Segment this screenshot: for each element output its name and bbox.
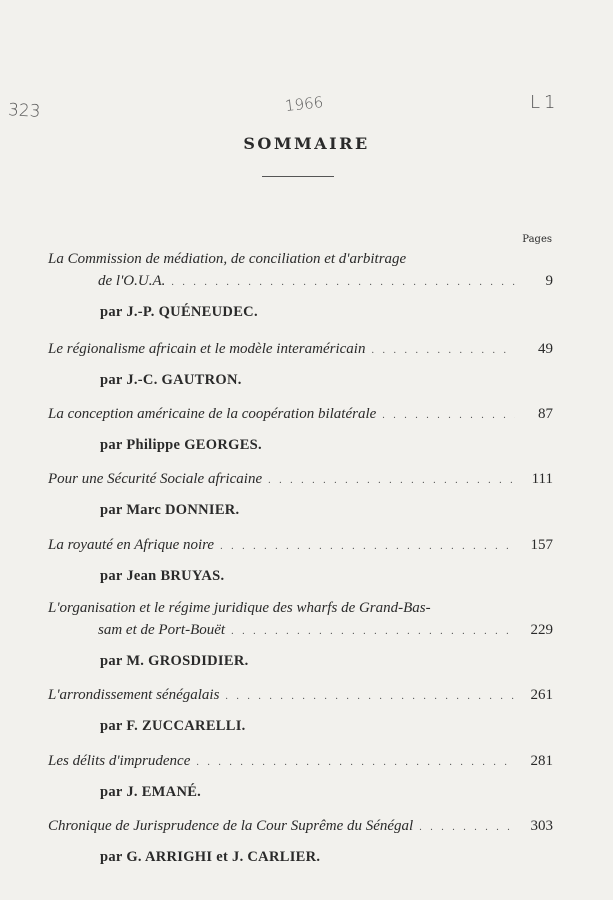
title-divider bbox=[262, 176, 334, 177]
leader-dots bbox=[171, 272, 515, 294]
toc-entry bbox=[48, 750, 553, 801]
toc-title-continued: de l'O.U.A. bbox=[98, 273, 166, 289]
toc-page-number: 229 bbox=[530, 622, 553, 638]
leader-dots bbox=[371, 340, 515, 362]
toc-title-line bbox=[48, 338, 553, 362]
toc-author: par Philippe GEORGES. bbox=[100, 437, 262, 453]
toc-title-line bbox=[48, 750, 553, 774]
toc-title: Le régionalisme africain et le modèle interaméricain bbox=[48, 341, 366, 357]
leader-dots bbox=[225, 686, 515, 708]
toc-title: Pour une Sécurité Sociale africaine bbox=[48, 471, 263, 487]
toc-title: Les délits d'imprudence bbox=[48, 753, 191, 769]
toc-title-line bbox=[48, 534, 553, 558]
toc-entry bbox=[48, 597, 553, 670]
toc-title-line bbox=[48, 468, 553, 492]
leader-dots bbox=[196, 752, 515, 774]
toc-page-number: 281 bbox=[530, 753, 553, 769]
toc-author: par M. GROSDIDIER. bbox=[100, 653, 249, 669]
toc-author: par J. EMANÉ. bbox=[100, 784, 202, 800]
toc-page-number: 49 bbox=[538, 341, 553, 357]
toc-title: La Commission de médiation, de conciliation et d'arbitrage bbox=[48, 251, 407, 267]
toc-entry bbox=[48, 815, 553, 866]
toc-page-number: 261 bbox=[530, 687, 553, 703]
handwritten-note-right: L1 bbox=[530, 92, 560, 113]
toc-page-number: 9 bbox=[545, 273, 553, 289]
toc-entry bbox=[48, 248, 553, 321]
toc-entry bbox=[48, 684, 553, 735]
toc-title: La conception américaine de la coopération bilatérale bbox=[48, 406, 377, 422]
toc-page-number: 157 bbox=[530, 537, 553, 553]
pages-column-label: Pages bbox=[522, 234, 552, 245]
toc-entry bbox=[48, 338, 553, 389]
leader-dots bbox=[231, 621, 515, 643]
toc-title: L'arrondissement sénégalais bbox=[48, 687, 220, 703]
toc-title-line bbox=[48, 597, 553, 619]
toc-author: par J.-P. QUÉNEUDEC. bbox=[100, 304, 258, 320]
toc-author: par F. ZUCCARELLI. bbox=[100, 718, 246, 734]
toc-entry bbox=[48, 534, 553, 585]
toc-title-line bbox=[48, 270, 553, 294]
toc-page-number: 111 bbox=[531, 471, 553, 487]
leader-dots bbox=[220, 536, 515, 558]
leader-dots bbox=[382, 405, 515, 427]
toc-title: La royauté en Afrique noire bbox=[48, 537, 215, 553]
toc-title-continued: sam et de Port-Bouët bbox=[98, 622, 226, 638]
toc-page-number: 87 bbox=[538, 406, 553, 422]
handwritten-note-year: 1966 bbox=[284, 93, 325, 115]
leader-dots bbox=[268, 470, 515, 492]
toc-page-number: 303 bbox=[530, 818, 553, 834]
toc-author: par Jean BRUYAS. bbox=[100, 568, 225, 584]
toc-entry bbox=[48, 468, 553, 519]
toc-author: par J.-C. GAUTRON. bbox=[100, 372, 242, 388]
handwritten-note-left: 323 bbox=[7, 100, 41, 122]
toc-title-line bbox=[48, 684, 553, 708]
toc-title-line bbox=[48, 815, 553, 839]
toc-title-line bbox=[48, 619, 553, 643]
toc-author: par G. ARRIGHI et J. CARLIER. bbox=[100, 849, 321, 865]
toc-title: Chronique de Jurisprudence de la Cour Suprême du Sénégal bbox=[48, 818, 414, 834]
toc-author: par Marc DONNIER. bbox=[100, 502, 240, 518]
toc-title-line bbox=[48, 403, 553, 427]
toc-title-line bbox=[48, 248, 553, 270]
page-title: SOMMAIRE bbox=[243, 134, 370, 153]
toc-title: L'organisation et le régime juridique des wharfs de Grand-Bas- bbox=[48, 600, 431, 616]
leader-dots bbox=[419, 817, 515, 839]
toc-entry bbox=[48, 403, 553, 454]
